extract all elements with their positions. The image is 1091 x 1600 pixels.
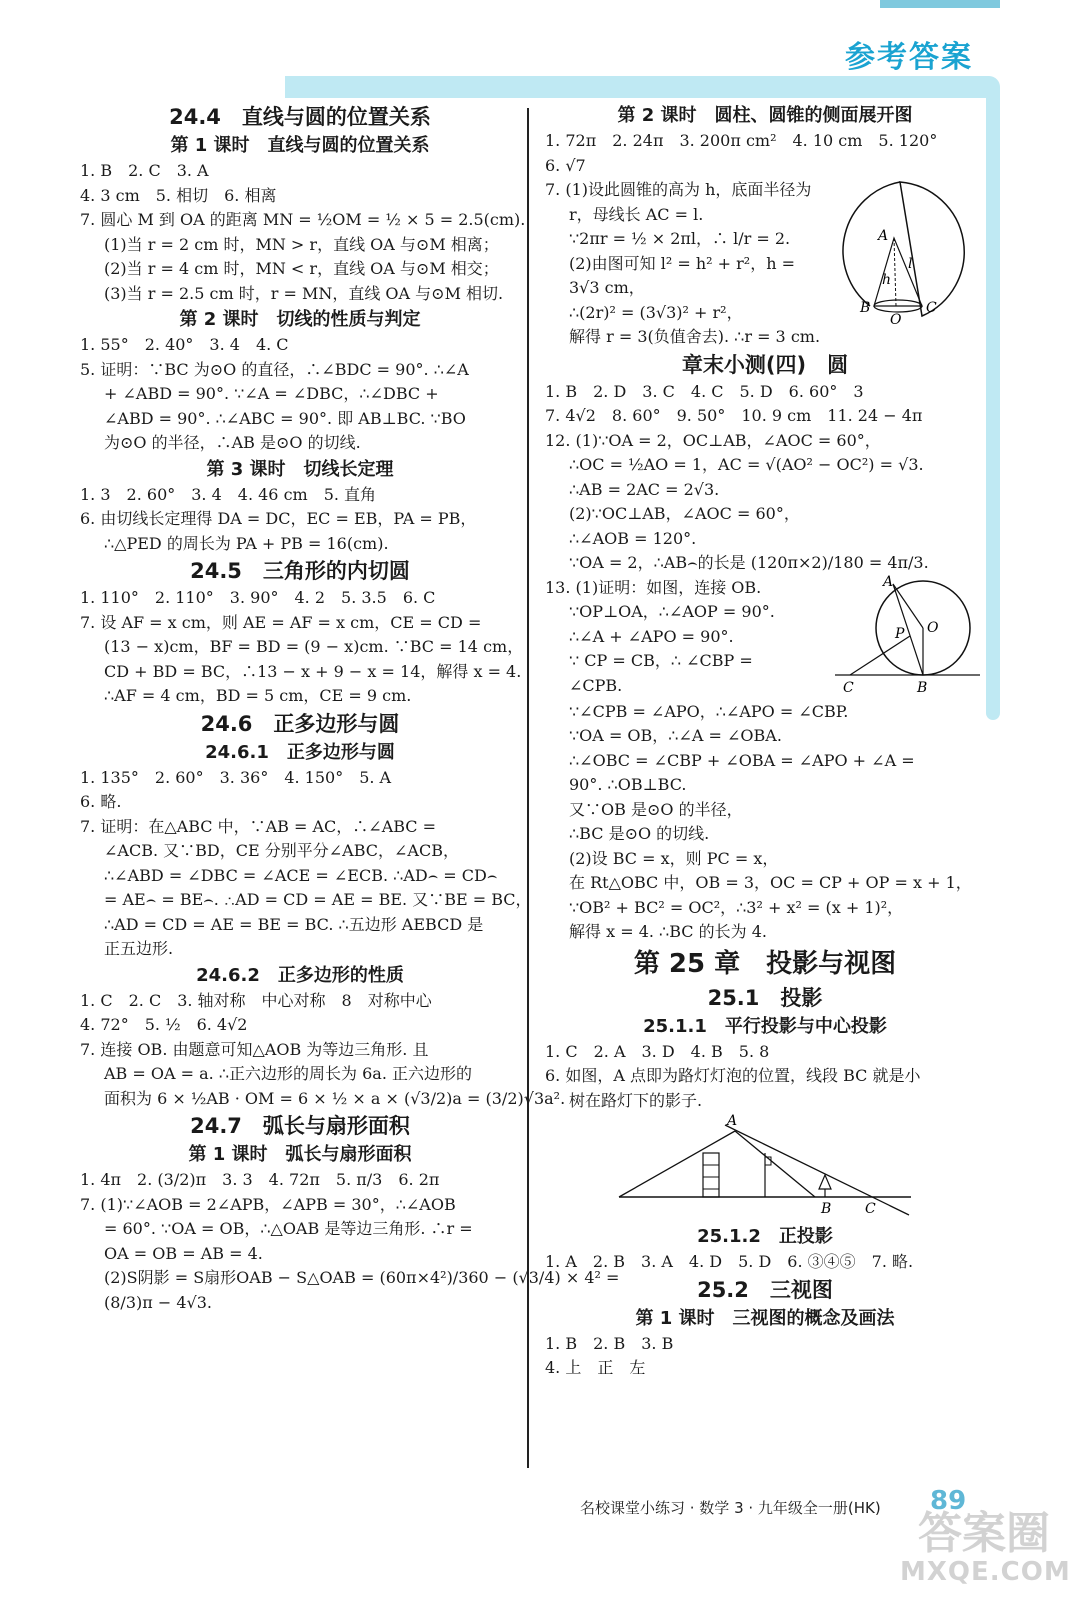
answer-line: 7. 证明：在△ABC 中，∵AB = AC，∴∠ABC = [80,816,437,836]
answer-line: 面积为 6 × ½AB · OM = 6 × ½ × a × (√3/2)a = (3/2)√3a². [104,1088,566,1108]
subsection-heading: 25.1.1 平行投影与中心投影 [643,1015,887,1037]
answer-line: 在 Rt△OBC 中，OB = 3，OC = CP + OP = x + 1， [569,873,972,892]
answer-line: 4. 3 cm 5. 相切 6. 相离 [80,185,277,205]
side-band [986,90,1000,720]
answer-line: ∵OA = 2，∴AB⌢的长是 (120π×2)/180 = 4π/3. [569,553,929,572]
section-heading: 24.6 正多边形与圆 [200,711,400,736]
watermark-text: 答案圈 [918,1508,1050,1559]
section-heading: 25.1 投影 [707,985,823,1010]
answer-line: 7. 设 AF = x cm，则 AE = AF = x cm，CE = CD = [80,612,482,632]
answer-line: AB = OA = a. ∴正六边形的周长为 6a. 正六边形的 [104,1064,473,1083]
subsection-heading: 第 3 课时 切线长定理 [206,458,394,480]
streetlamp-figure [545,1113,985,1223]
answer-line: = 60°. ∵OA = OB，∴△OAB 是等边三角形. ∴r = [104,1219,473,1238]
answer-line: 90°. ∴OB⊥BC. [569,775,687,794]
answer-line: 7. 连接 OB. 由题意可知△AOB 为等边三角形. 且 [80,1039,429,1059]
answer-line: ∴AD = CD = AE = BE = BC. ∴五边形 AEBCD 是 [104,914,484,934]
section-heading: 章末小测(四) 圆 [681,352,849,377]
answer-line: (2)S阴影 = S扇形OAB − S△OAB = (60π×4²)/360 − (√3/4) × 4² = [104,1268,620,1287]
cone-figure [860,178,985,332]
right-section-projection [545,700,985,1114]
watermark-logo [900,1505,1070,1590]
answer-line: ∴∠A + ∠APO = 90°. [569,626,734,646]
section-heading: 25.2 三视图 [697,1277,833,1302]
answer-line: ∵OA = OB，∴∠A = ∠OBA. [569,726,782,745]
answer-line: (1)当 r = 2 cm 时，MN > r，直线 OA 与⊙M 相离； [104,234,499,254]
answer-line: 7. (1)设此圆锥的高为 h，底面半径为 [545,180,812,199]
answer-line: (2)当 r = 4 cm 时，MN < r，直线 OA 与⊙M 相交； [104,259,499,278]
answer-line: 6. 略. [80,792,122,811]
right-section-cylinder-cone [545,102,985,178]
lamp-label-a: A [727,1113,738,1129]
answer-line: 5. 证明：∵BC 为⊙O 的直径，∴∠BDC = 90°. ∴∠A [80,359,469,379]
answer-line: (2)∵OC⊥AB，∠AOC = 60°， [569,504,800,523]
answer-line: ∵2πr = ½ × 2πl，∴ l/r = 2. [569,229,791,248]
answer-line: 6. 由切线长定理得 DA = DC，EC = EB，PA = PB， [80,509,477,528]
page-header-title: 参考答案 [845,40,973,75]
lamp-label-b: B [821,1201,832,1217]
answer-line: ∵ CP = CB，∴ ∠CBP = [569,651,753,670]
answer-line: 4. 上 正 左 [545,1358,646,1377]
answer-line: (2)由图可知 l² = h² + r²，h = [569,253,796,273]
cone-problem-text [545,178,860,350]
answer-line: 1. B 2. C 3. A [80,161,209,180]
circle-label-c: C [843,679,854,696]
answer-line: 1. C 2. C 3. 轴对称 中心对称 8 对称中心 [80,990,432,1010]
answer-line: ∴∠ABD = ∠DBC = ∠ACE = ∠ECB. ∴AD⌢ = CD⌢ [104,865,498,885]
answer-line: ∵OP⊥OA，∴∠AOP = 90°. [569,602,775,621]
watermark-url: MXQE.COM [900,1557,1071,1587]
page-number: 89 [930,1486,967,1516]
right-section-chapter-test [545,350,985,576]
tangent-circle-figure [835,573,985,700]
subsection-heading: 第 2 课时 圆柱、圆锥的侧面展开图 [617,105,913,126]
section-heading: 24.5 三角形的内切圆 [190,559,410,583]
answer-line: ∴BC 是⊙O 的切线. [569,824,710,843]
answer-line: 正五边形. [104,939,174,958]
cone-label-l: l [908,256,913,272]
circle-label-a: A [883,573,894,590]
answer-line: 7. 圆心 M 到 OA 的距离 MN = ½OM = ½ × 5 = 2.5(cm). [80,210,526,229]
answer-line: 为⊙O 的半径，∴AB 是⊙O 的切线. [104,433,361,452]
answer-line: 4. 72° 5. ½ 6. 4√2 [80,1015,248,1034]
subsection-heading: 第 1 课时 弧长与扇形面积 [188,1144,412,1165]
answer-line: ∴∠AOB = 120°. [569,528,697,548]
subsection-heading: 24.6.1 正多边形与圆 [205,741,395,763]
answer-line: ∵∠CPB = ∠APO，∴∠APO = ∠CBP. [569,701,849,721]
cone-problem-row [545,178,985,350]
answer-line: CD + BD = BC，∴13 − x + 9 − x = 14，解得 x = 4. [104,661,522,681]
answer-line: OA = OB = AB = 4. [104,1243,263,1263]
circle-problem-text [545,576,835,699]
lamp-label-c: C [865,1201,876,1217]
answer-line: 6. 如图，A 点即为路灯灯泡的位置，线段 BC 就是小 [545,1066,921,1085]
answer-line: 1. 72π 2. 24π 3. 200π cm² 4. 10 cm 5. 120° [545,131,938,150]
answer-line: ∴(2r)² = (3√3)² + r²， [569,302,743,322]
answer-line: 1. B 2. B 3. B [545,1333,674,1353]
column-divider [527,108,529,1468]
footer-book-title: 名校课堂小练习 · 数学 3 · 九年级全一册(HK) [580,1499,881,1517]
answer-line: (2)设 BC = x，则 PC = x， [569,848,779,868]
answer-line: 12. (1)∵OA = 2，OC⊥AB，∠AOC = 60°， [545,430,881,450]
answer-line: ∴AB = 2AC = 2√3. [569,479,720,499]
header-accent-strip [880,0,1000,8]
answer-line: (3)当 r = 2.5 cm 时，r = MN，直线 OA 与⊙M 相切. [104,283,504,303]
answer-line: 1. A 2. B 3. A 4. D 5. D 6. ③④⑤ 7. 略. [545,1252,914,1271]
answer-line: (8/3)π − 4√3. [104,1292,212,1312]
answer-line: r，母线长 AC = l. [569,204,704,224]
cone-label-o: O [890,312,902,328]
answer-line: ∴AF = 4 cm，BD = 5 cm，CE = 9 cm. [104,686,412,705]
answer-line: 1. B 2. D 3. C 4. C 5. D 6. 60° 3 [545,381,864,401]
answer-line: 又∵OB 是⊙O 的半径， [569,799,743,819]
answer-line: 7. 4√2 8. 60° 9. 50° 10. 9 cm 11. 24 − 4π [545,406,923,425]
section-heading: 24.4 直线与圆的位置关系 [169,105,431,129]
answer-line: ∠ACB. 又∵BD，CE 分别平分∠ABC，∠ACB， [104,841,459,860]
answer-line: 1. 110° 2. 110° 3. 90° 4. 2 5. 3.5 6. C [80,588,436,607]
answer-line: 1. 3 2. 60° 3. 4 4. 46 cm 5. 直角 [80,484,377,504]
circle-problem-row [545,573,985,700]
subsection-heading: 25.1.2 正投影 [697,1226,833,1247]
answer-line: 解得 x = 4. ∴BC 的长为 4. [569,922,767,941]
cone-label-c: C [926,300,937,316]
answer-line: 1. 135° 2. 60° 3. 36° 4. 150° 5. A [80,767,392,787]
answer-line: 6. √7 [545,155,586,175]
cone-label-b: B [860,300,871,316]
answer-line: + ∠ABD = 90°. ∵∠A = ∠DBC，∴∠DBC + [104,384,439,403]
answer-line: 1. C 2. A 3. D 4. B 5. 8 [545,1041,770,1061]
answer-line: 解得 r = 3(负值舍去). ∴r = 3 cm. [569,327,821,346]
answer-line: 3√3 cm， [569,278,645,297]
circle-label-p: P [895,625,905,642]
answer-line: ∠ABD = 90°. ∴∠ABC = 90°. 即 AB⊥BC. ∵BO [104,408,466,428]
right-column [545,102,985,1381]
answer-line: ∴OC = ½AO = 1，AC = √(AO² − OC²) = √3. [569,455,924,474]
cone-label-h: h [882,272,892,288]
subsection-heading: 第 2 课时 切线的性质与判定 [179,309,421,330]
answer-line: 1. 55° 2. 40° 3. 4 4. C [80,335,289,354]
subsection-heading: 第 1 课时 直线与圆的位置关系 [170,135,430,156]
cone-label-a: A [878,228,889,244]
answer-line: ∵OB² + BC² = OC²，∴3² + x² = (x + 1)²， [569,897,904,917]
answer-line: (13 − x)cm，BF = BD = (9 − x)cm. ∵BC = 14 cm， [104,637,524,656]
answer-line: 7. (1)∵∠AOB = 2∠APB，∠APB = 30°，∴∠AOB [80,1194,456,1214]
answer-line: 树在路灯下的影子. [569,1090,703,1110]
answer-line: 13. (1)证明：如图，连接 OB. [545,577,762,597]
answer-line: ∴△PED 的周长为 PA + PB = 16(cm). [104,533,389,553]
header-band [285,76,1000,98]
section-heading: 24.7 弧长与扇形面积 [190,1114,410,1138]
subsection-heading: 24.6.2 正多边形的性质 [196,964,404,986]
circle-label-o: O [927,619,939,636]
answer-line: ∴∠OBC = ∠CBP + ∠OBA = ∠APO + ∠A = [569,750,915,770]
answer-line: = AE⌢ = BE⌢. ∴AD = CD = AE = BE. 又∵BE = BC， [104,890,532,909]
answer-line: 1. 4π 2. (3/2)π 3. 3 4. 72π 5. π/3 6. 2π [80,1170,440,1189]
subsection-heading: 第 1 课时 三视图的概念及画法 [635,1307,895,1329]
chapter-heading: 第 25 章 投影与视图 [633,948,897,979]
answer-line: ∠CPB. [569,675,623,695]
right-section-three-views [545,1223,985,1381]
circle-label-b: B [917,679,928,696]
